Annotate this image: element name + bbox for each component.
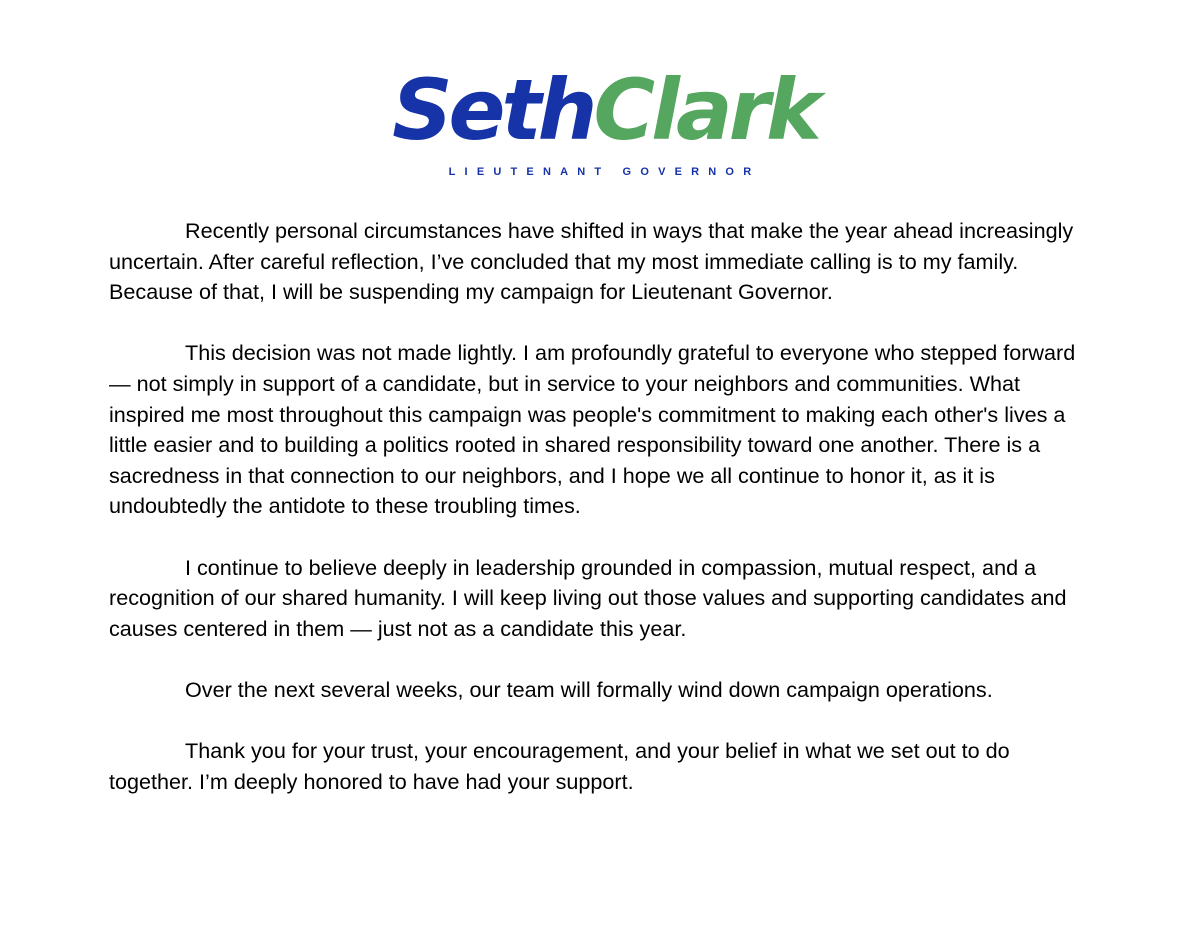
paragraph-3: I continue to believe deeply in leadership grounded in compassion, mutual respect, and a recognition of our shared humanity. I will keep living out those values and supporting candidates and causes centered in them — just not as a candidate this year. bbox=[109, 554, 1067, 641]
logo-subtitle: LIEUTENANT GOVERNOR bbox=[448, 166, 761, 178]
statement-body bbox=[109, 216, 1099, 828]
logo-first-name: Seth bbox=[392, 61, 594, 159]
campaign-logo bbox=[0, 61, 1200, 178]
paragraph-1: Recently personal circumstances have shifted in ways that make the year ahead increasingly uncertain. After careful reflection, I’ve concluded that my most immediate calling is to my family. Because of that, I will be suspending my campaign for Lieutenant Governor. bbox=[109, 218, 1074, 305]
logo-last-name: Clark bbox=[593, 61, 818, 159]
paragraph-5: Thank you for your trust, your encouragement, and your belief in what we set out to do together. I’m deeply honored to have had your support. bbox=[109, 738, 1010, 794]
logo-wordmark bbox=[392, 62, 818, 158]
paragraph-2: This decision was not made lightly. I am profoundly grateful to everyone who stepped forward — not simply in support of a candidate, but in service to your neighbors and communities. What inspired me most throughout this campaign was people's commitment to making each other's lives a little easier and to building a politics rooted in shared responsibility toward one another. There is a sacredness in that connection to our neighbors, and I hope we all continue to honor it, as it is undoubtedly the antidote to these troubling times. bbox=[109, 340, 1076, 519]
paragraph-4: Over the next several weeks, our team will formally wind down campaign operations. bbox=[185, 676, 993, 702]
